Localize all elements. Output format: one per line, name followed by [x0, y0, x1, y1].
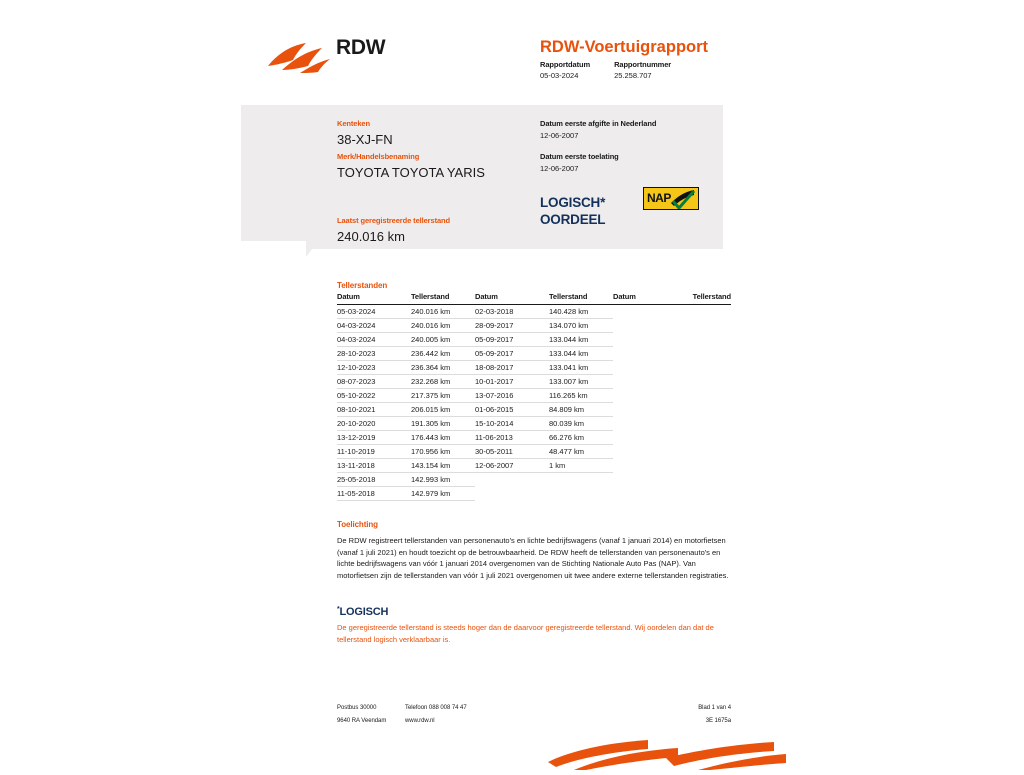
cell-reading: 142.979 km: [409, 487, 475, 501]
meta-report-number-value: 25.258.707: [614, 71, 652, 80]
report-title: RDW-Voertuigrapport: [540, 38, 709, 56]
col-header-reading: Tellerstand: [409, 292, 475, 305]
field-eerste-toelating-value: 12-06-2007: [540, 164, 579, 173]
logical-verdict-body: De geregistreerde tellerstand is steeds hoger dan de daarvoor geregistreerde tellerstand. Wij oordelen dan dat de tellerstand logisch verklaarbaar is.: [337, 623, 714, 644]
meta-report-date-value: 05-03-2024: [540, 71, 579, 80]
cell-date: 25-05-2018: [337, 473, 409, 487]
mileage-table-group: [337, 292, 731, 501]
cell-date: 05-03-2024: [337, 305, 409, 319]
field-kenteken-value: 38-XJ-FN: [337, 132, 393, 147]
table-row: [475, 417, 613, 431]
table-header-row: [613, 292, 731, 305]
cell-reading: 133.041 km: [547, 361, 613, 375]
cell-reading: 1 km: [547, 459, 613, 473]
explanation-section: [337, 520, 729, 581]
logo-wordmark: RDW: [336, 36, 386, 59]
cell-date: 04-03-2024: [337, 319, 409, 333]
cell-date: 20-10-2020: [337, 417, 409, 431]
explanation-body: De RDW registreert tellerstanden van personenauto's en lichte bedrijfswagens (vanaf 1 januari 2014) en motorfietsen (vanaf 1 juli 2021) en houdt toezicht op de betrouwbaarheid. De RDW heeft de tellerstanden van personenauto's en lichte bedrijfswagens van vóór 1 januari 2014 overgenomen van de Stichting Nationale Auto Pas (NAP). Van motorfietsen zijn de tellerstanden van vóór 1 juli 2021 overgenomen uit twee andere externe tellerstanden registraties.: [337, 536, 729, 580]
logical-verdict-heading: [337, 606, 388, 618]
cell-date: 12-06-2007: [475, 459, 547, 473]
col-header-date: Datum: [475, 292, 547, 305]
field-merk-value: TOYOTA TOYOTA YARIS: [337, 165, 485, 180]
nap-badge: [643, 187, 699, 210]
field-eerste-toelating: [540, 152, 619, 173]
cell-date: 10-01-2017: [475, 375, 547, 389]
field-laatste-tellerstand-label: Laatst geregistreerde tellerstand: [337, 216, 450, 225]
logical-verdict-title: LOGISCH: [339, 606, 389, 618]
nap-check-icon: [670, 189, 696, 210]
mileage-column-2: [475, 292, 613, 501]
cell-reading: 66.276 km: [547, 431, 613, 445]
table-row: [337, 375, 475, 389]
cell-reading: 240.016 km: [409, 305, 475, 319]
footer-page-info: [625, 702, 731, 727]
field-kenteken: [337, 119, 393, 148]
table-row: [337, 347, 475, 361]
table-row: [337, 487, 475, 501]
verdict-line-1: LOGISCH*: [540, 195, 606, 210]
cell-date: 08-10-2021: [337, 403, 409, 417]
field-merk: [337, 152, 517, 181]
cell-date: 04-03-2024: [337, 333, 409, 347]
table-row: [337, 459, 475, 473]
cell-reading: 240.005 km: [409, 333, 475, 347]
table-header-row: [475, 292, 613, 305]
cell-reading: 232.268 km: [409, 375, 475, 389]
cell-reading: 217.375 km: [409, 389, 475, 403]
table-row: [475, 389, 613, 403]
col-header-date: Datum: [337, 292, 409, 305]
meta-report-date-label: Rapportdatum: [540, 60, 591, 69]
table-row: [475, 361, 613, 375]
table-row: [337, 417, 475, 431]
cell-date: 11-05-2018: [337, 487, 409, 501]
cell-date: 05-09-2017: [475, 347, 547, 361]
mileage-rows-1: [337, 305, 475, 501]
cell-reading: 48.477 km: [547, 445, 613, 459]
cell-reading: 133.044 km: [547, 347, 613, 361]
document-header: [241, 14, 741, 84]
cell-reading: 191.305 km: [409, 417, 475, 431]
mileage-column-1: [337, 292, 475, 501]
field-kenteken-label: Kenteken: [337, 119, 370, 128]
table-row: [337, 389, 475, 403]
cell-date: 13-12-2019: [337, 431, 409, 445]
cell-date: 28-09-2017: [475, 319, 547, 333]
table-row: [337, 431, 475, 445]
cell-date: 11-06-2013: [475, 431, 547, 445]
cell-reading: 206.015 km: [409, 403, 475, 417]
field-eerste-toelating-label: Datum eerste toelating: [540, 152, 619, 161]
table-row: [337, 473, 475, 487]
cell-reading: 240.016 km: [409, 319, 475, 333]
cell-date: 05-09-2017: [475, 333, 547, 347]
meta-report-date: [540, 60, 590, 80]
table-row: [337, 361, 475, 375]
cell-date: 28-10-2023: [337, 347, 409, 361]
footer-address-line-2: 9640 RA Veendam: [337, 717, 387, 724]
footer-address-line-1: Postbus 30000: [337, 705, 377, 711]
logical-verdict-star: *: [337, 606, 340, 613]
footer-form-code: 3E 1675a: [705, 717, 731, 724]
table-row: [337, 305, 475, 319]
footer-contact: [405, 702, 625, 727]
table-row: [337, 333, 475, 347]
cell-reading: 84.809 km: [547, 403, 613, 417]
table-row: [475, 375, 613, 389]
cell-date: 30-05-2011: [475, 445, 547, 459]
mileage-table-3: [613, 292, 731, 305]
table-header-row: [337, 292, 475, 305]
cell-reading: 236.442 km: [409, 347, 475, 361]
verdict-line-2: OORDEEL: [540, 212, 606, 227]
rdw-logo-icon: [266, 40, 332, 74]
table-row: [475, 459, 613, 473]
mileage-rows-2: [475, 305, 613, 473]
cell-reading: 236.364 km: [409, 361, 475, 375]
cell-reading: 140.428 km: [547, 305, 613, 319]
bottom-decorative-swoosh-icon: [548, 740, 788, 770]
table-row: [337, 445, 475, 459]
cell-reading: 143.154 km: [409, 459, 475, 473]
table-row: [337, 403, 475, 417]
field-laatste-tellerstand-value: 240.016 km: [337, 229, 405, 244]
table-row: [475, 347, 613, 361]
field-eerste-afgifte-label: Datum eerste afgifte in Nederland: [540, 119, 657, 128]
field-laatste-tellerstand: [337, 216, 450, 245]
table-row: [475, 445, 613, 459]
cell-date: 08-07-2023: [337, 375, 409, 389]
mileage-table-1: [337, 292, 475, 501]
cell-reading: 170.956 km: [409, 445, 475, 459]
table-row: [475, 403, 613, 417]
cell-date: 18-08-2017: [475, 361, 547, 375]
table-row: [337, 319, 475, 333]
table-row: [475, 305, 613, 319]
meta-report-number: [614, 60, 671, 80]
cell-date: 05-10-2022: [337, 389, 409, 403]
cell-reading: 142.993 km: [409, 473, 475, 487]
mileage-section-title: Tellerstanden: [337, 281, 388, 290]
cell-reading: 176.443 km: [409, 431, 475, 445]
table-row: [475, 333, 613, 347]
footer-website[interactable]: www.rdw.nl: [405, 717, 435, 724]
cell-date: 13-11-2018: [337, 459, 409, 473]
footer-page-number: Blad 1 van 4: [698, 705, 731, 711]
col-header-reading: Tellerstand: [547, 292, 613, 305]
cell-date: 15-10-2014: [475, 417, 547, 431]
verdict-text: [540, 194, 605, 228]
cell-date: 11-10-2019: [337, 445, 409, 459]
panel-corner-notch: [241, 241, 306, 257]
cell-date: 13-07-2016: [475, 389, 547, 403]
meta-report-number-label: Rapportnummer: [614, 60, 672, 69]
col-header-date: Datum: [613, 292, 685, 305]
footer-address: [337, 702, 405, 727]
cell-reading: 133.007 km: [547, 375, 613, 389]
report-meta: [540, 60, 671, 80]
field-merk-label: Merk/Handelsbenaming: [337, 152, 420, 161]
cell-reading: 116.265 km: [547, 389, 613, 403]
document-footer: [337, 702, 731, 727]
cell-date: 02-03-2018: [475, 305, 547, 319]
cell-reading: 133.044 km: [547, 333, 613, 347]
table-row: [475, 431, 613, 445]
mileage-column-3: [613, 292, 731, 501]
field-eerste-afgifte-value: 12-06-2007: [540, 131, 579, 140]
cell-reading: 80.039 km: [547, 417, 613, 431]
nap-badge-label: NAP: [647, 191, 671, 205]
table-row: [475, 319, 613, 333]
footer-phone: Telefoon 088 008 74 47: [405, 705, 467, 711]
field-eerste-afgifte: [540, 119, 656, 140]
col-header-reading: Tellerstand: [685, 292, 731, 305]
cell-date: 12-10-2023: [337, 361, 409, 375]
mileage-table-2: [475, 292, 613, 473]
vehicle-summary-panel: [241, 105, 723, 249]
cell-reading: 134.070 km: [547, 319, 613, 333]
explanation-title: Toelichting: [337, 520, 378, 529]
cell-date: 01-06-2015: [475, 403, 547, 417]
